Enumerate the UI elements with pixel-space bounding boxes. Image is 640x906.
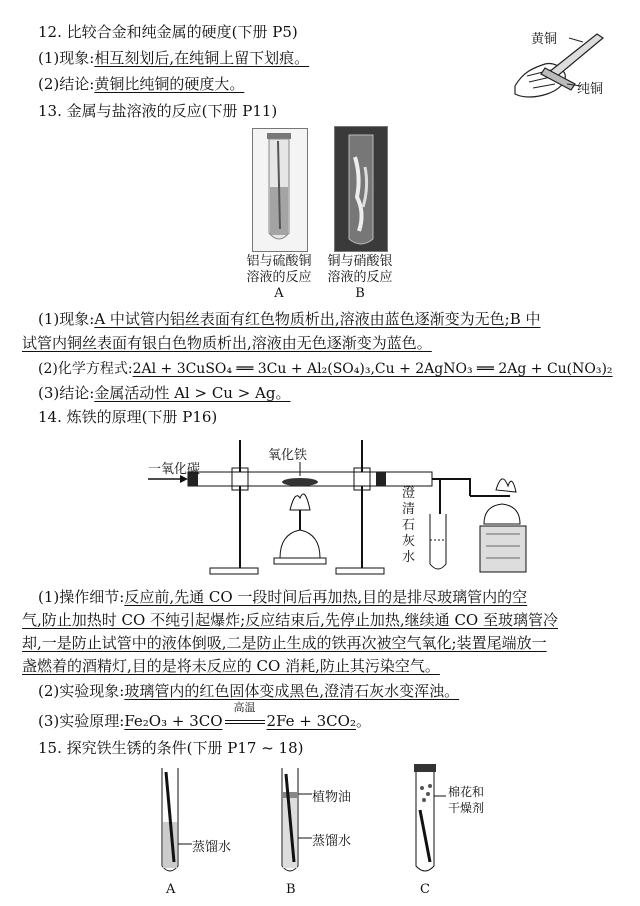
photo-al-cuso4 <box>252 128 308 252</box>
caption-a-line2: 溶液的反应 <box>246 270 312 285</box>
s12-conclusion <box>38 74 244 94</box>
s13-phenomenon-line1 <box>38 309 541 329</box>
section-15-title: 15. 探究铁生锈的条件(下册 P17 ~ 18) <box>38 739 304 757</box>
rusting-tubes-figure <box>140 762 500 902</box>
section-12-title: 12. 比较合金和纯金属的硬度(下册 P5) <box>38 23 298 41</box>
tube-a-water-label: 蒸馏水 <box>192 840 232 855</box>
s12-phenomenon-label: (1)现象: <box>38 49 95 67</box>
section-13-title: 13. 金属与盐溶液的反应(下册 P11) <box>38 102 278 120</box>
caption-b-line2: 溶液的反应 <box>327 270 393 285</box>
label-limewater-2: 清 <box>402 502 416 517</box>
caption-b-line1: 铜与硝酸银 <box>327 254 393 269</box>
s14-principle <box>38 701 371 731</box>
caption-a-line1: 铝与硫酸铜 <box>246 254 312 269</box>
photo-cu-agno3-drawing <box>335 127 387 251</box>
s13-conclusion <box>38 383 291 403</box>
s14-principle-lhs: Fe₂O₃ + 3CO <box>124 712 223 730</box>
s13-equation <box>38 359 613 379</box>
tube-b-label: B <box>286 882 296 897</box>
caption-a-letter: A <box>274 286 284 301</box>
label-limewater-4: 灰 <box>402 534 416 549</box>
s14-operation-line3 <box>22 633 547 653</box>
s14-principle-condition: 高温 <box>233 701 256 714</box>
caption-b <box>312 254 408 302</box>
tube-c-label: C <box>420 882 430 897</box>
label-limewater-5: 水 <box>402 550 416 565</box>
photo-al-cuso4-drawing <box>253 129 307 251</box>
iron-smelting-apparatus <box>140 430 540 580</box>
s13-phenomenon-text1: A 中试管内铝丝表面有红色物质析出,溶液由蓝色逐渐变为无色;B 中 <box>94 310 541 328</box>
caption-b-letter: B <box>355 286 365 301</box>
hardness-figure <box>505 24 615 100</box>
s12-phenomenon-text: 相互刻划后,在纯铜上留下划痕。 <box>94 49 310 67</box>
tube-c-cotton-line1: 棉花和 <box>448 785 485 799</box>
photo-cu-agno3 <box>334 126 388 252</box>
tube-a-label: A <box>166 882 176 897</box>
s14-operation-line2 <box>22 610 558 630</box>
label-brass: 黄铜 <box>531 32 558 47</box>
s13-phenomenon-label: (1)现象: <box>38 310 95 328</box>
s14-operation-text4: 盏燃着的酒精灯,目的是将未反应的 CO 消耗,防止其污染空气。 <box>22 657 440 675</box>
tube-c-cotton-label <box>448 784 484 816</box>
tube-b-water-label: 蒸馏水 <box>312 834 352 849</box>
s14-operation-text2: 气,防止加热时 CO 不纯引起爆炸;反应结束后,先停止加热,继续通 CO 至玻璃管冷 <box>22 611 558 629</box>
s14-operation-text1: 反应前,先通 CO 一段时间后再加热,目的是排尽玻璃管内的空 <box>124 588 528 606</box>
s13-conclusion-label: (3)结论: <box>38 384 95 402</box>
s13-phenomenon-text2: 试管内铜丝表面有银白色物质析出,溶液由无色逐渐变为蓝色。 <box>22 334 432 352</box>
s14-principle-end: 。 <box>355 712 371 730</box>
s14-operation-text3: 却,一是防止试管中的液体倒吸,二是防止生成的铁再次被空气氧化;装置尾端放一 <box>22 634 547 652</box>
s13-conclusion-text: 金属活动性 Al > Cu > Ag。 <box>94 384 291 402</box>
s14-phenomenon-text: 玻璃管内的红色固体变成黑色,澄清石灰水变浑浊。 <box>124 682 460 700</box>
tube-c-cotton-line2: 干燥剂 <box>448 801 485 815</box>
tube-b-oil-label: 植物油 <box>312 790 352 805</box>
s14-principle-rhs: 2Fe + 3CO₂ <box>266 712 356 730</box>
s14-principle-arrow <box>223 701 267 731</box>
label-pure-copper: 纯铜 <box>577 82 604 97</box>
s13-equation-label: (2)化学方程式: <box>38 361 133 377</box>
s14-principle-label: (3)实验原理: <box>38 712 125 730</box>
iron-smelting-drawing <box>140 430 540 580</box>
s12-conclusion-label: (2)结论: <box>38 75 95 93</box>
s14-operation-label: (1)操作细节: <box>38 588 125 606</box>
s14-operation-line4 <box>22 656 440 676</box>
s13-phenomenon-line2 <box>22 333 432 353</box>
label-limewater <box>402 486 415 566</box>
label-limewater-3: 石 <box>402 518 416 533</box>
label-limewater-1: 澄 <box>402 486 416 501</box>
s13-equation-text: 2Al + 3CuSO₄ ══ 3Cu + Al₂(SO₄)₃,Cu + 2AgNO₃ ══ 2Ag + Cu(NO₃)₂ <box>132 361 613 377</box>
s12-conclusion-text: 黄铜比纯铜的硬度大。 <box>94 75 245 93</box>
s14-phenomenon-label: (2)实验现象: <box>38 682 125 700</box>
s14-operation-line1 <box>38 587 527 607</box>
label-co: 一氧化碳 <box>148 462 201 477</box>
label-fe2o3: 氧化铁 <box>268 448 308 463</box>
section-14-title: 14. 炼铁的原理(下册 P16) <box>38 408 218 426</box>
s12-phenomenon <box>38 48 309 68</box>
